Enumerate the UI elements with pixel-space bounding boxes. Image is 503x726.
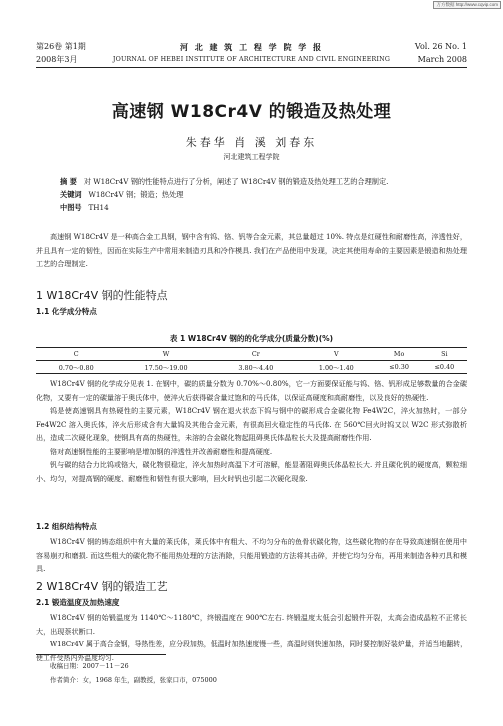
body-section-1-2 xyxy=(36,535,467,576)
footnote-received: 收稿日期：2007－11－26 xyxy=(50,662,129,670)
section-1-1-heading: 1.1 化学成分特点 xyxy=(36,307,97,316)
keywords xyxy=(60,188,443,201)
paragraph-vanadium: 钒与碳的结合力比钨或铬大，碳化物很稳定，淬火加热时高温下才可溶解，能显著阻碍奥氏体晶粒长大. 并且碳化钒的硬度高，颗粒细小、均匀，对提高钢的硬度、耐磨性和韧性有很大影响，回火时钒也引起二次硬化现象. xyxy=(36,460,467,483)
paragraph-heating: W18Cr4V 属于高合金钢，导热性差，应分段加热，低温时加热速度慢一些，高温时则快速加热，同时要控制好装炉量，并适当地翻转，使工件受热内外温度均匀. xyxy=(36,640,467,662)
classification-text: TH14 xyxy=(88,203,109,212)
abstract-text: 对 W18Cr4V 钢的性能特点进行了分析，阐述了 W18Cr4V 钢的锻造及热处理工艺的合理制定. xyxy=(83,177,389,186)
table-cell: ≤0.40 xyxy=(422,361,467,374)
table-header-cell: C xyxy=(36,348,116,361)
table-header-cell: Si xyxy=(422,348,467,361)
paper-title: 高速钢 W18Cr4V 的锻造及热处理 xyxy=(111,102,392,122)
section-2-heading: 2 W18Cr4V 钢的锻造工艺 xyxy=(36,580,168,593)
paragraph-carbon: W18Cr4V 钢的化学成分见表 1. 在钢中，碳的质量分数为 0.70%～0.80%，它一方面要保证能与钨、铬、钒形成足够数量的合金碳化物，又要有一定的碳量溶于奥氏体中，使淬火后获得碳含量过饱和的马氏体，以保证高硬度和高耐磨性，以及良好的热硬性. xyxy=(36,379,467,402)
date-cn: 2008年3月 xyxy=(36,55,78,64)
footnote-rule xyxy=(36,654,166,655)
paragraph-forging-temp: W18Cr4V 钢的始锻温度为 1140℃～1180℃，终锻温度在 900℃左右. 终锻温度太低会引起锻件开裂，太高会造成晶粒不正常长大，出现萘状断口. xyxy=(36,613,467,636)
keywords-text: W18Cr4V 钢；锻造；热处理 xyxy=(88,190,184,199)
section-1-heading: 1 W18Cr4V 钢的性能特点 xyxy=(36,289,168,302)
table-cell: 17.50～19.00 xyxy=(116,361,215,374)
abstract-label: 摘 要 xyxy=(60,177,77,186)
table-row xyxy=(36,361,467,374)
section-1-2-heading: 1.2 组织结构特点 xyxy=(36,522,97,531)
date-en: March 2008 xyxy=(417,55,467,64)
paragraph-structure: W18Cr4V 钢的铸态组织中有大量的莱氏体，莱氏体中有粗大、不均匀分布的鱼骨状碳化物，这些碳化物的存在导致高速钢在使用中容易崩刃和磨损. 而这些粗大的碳化物不能用热处理的方法消除，只能用锻造的方法将其击碎，并使它均匀分布，再用来制造各种刃具和模具. xyxy=(36,537,467,573)
table-header-cell: W xyxy=(116,348,215,361)
paragraph-tungsten: 钨是使高速钢具有热硬性的主要元素，W18Cr4V 钢在退火状态下钨与钢中的碳形成合金碳化物 Fe4W2C，淬火加热时，一部分 Fe4W2C 溶入奥氏体，淬火后形成含有大量钨及其他合金元素，有很高回火稳定性的马氏体. 在 560℃回火时钨又以 W2C 形式弥散析出，造成二次硬化现象，使钢具有高的热硬性，未溶的合金碳化物起阻碍奥氏体晶粒长大及提高耐磨性作用. xyxy=(36,406,467,442)
header-rule xyxy=(36,67,467,68)
table-header-cell: Mo xyxy=(377,348,422,361)
authors: 朱春华 肖 溪 刘春东 xyxy=(185,136,318,149)
intro-paragraph: 高速钢 W18Cr4V 是一种高合金工具钢，钢中含有钨、铬、钒等合金元素，其总量超过 10%. 特点是红硬性和耐磨性高，淬透性好，并且具有一定的韧性，因而在实际生产中常用来制造刃具和冷作模具. 我们在产品使用中发现，决定其使用寿命的主要因素是锻造和热处理工艺的合理制定. xyxy=(36,232,467,268)
footnote-author: 作者简介：女，1968 年生，副教授，张家口市，075000 xyxy=(50,676,217,684)
table-caption: 表 1 W18Cr4V 钢的的化学成分(质量分数)(%) xyxy=(169,334,334,343)
abstract-block xyxy=(60,175,443,214)
body-section-1 xyxy=(36,377,467,485)
body-section-2-1 xyxy=(36,611,467,665)
table-cell: ≤0.30 xyxy=(377,361,422,374)
table-header-row xyxy=(36,348,467,361)
paragraph-chromium: 铬对高速钢性能的主要影响是增加钢的淬透性并改善耐磨性和提高硬度. xyxy=(50,446,273,456)
keywords-label: 关键词 xyxy=(60,190,82,199)
section-2-1-heading: 2.1 锻造温度及加热速度 xyxy=(36,598,120,607)
table-header-cell: Cr xyxy=(216,348,296,361)
composition-table xyxy=(36,347,467,374)
abstract xyxy=(60,175,443,188)
watermark-stamp: 万方数据 http://www.cqvip.com xyxy=(433,1,501,9)
table-cell: 3.80～4.40 xyxy=(216,361,296,374)
classification xyxy=(60,201,443,214)
table-cell: 0.70～0.80 xyxy=(36,361,116,374)
affiliation: 河北建筑工程学院 xyxy=(223,153,280,161)
intro-paragraph-wrap xyxy=(36,230,467,271)
journal-title-cn: 河 北 建 筑 工 程 学 院 学 报 xyxy=(179,42,324,52)
table-cell: 1.00～1.40 xyxy=(296,361,376,374)
journal-title-en: JOURNAL OF HEBEI INSTITUTE OF ARCHITECTURE AND CIVIL ENGINEERING xyxy=(112,56,391,63)
volume-en: Vol. 26 No. 1 xyxy=(414,42,467,51)
table-header-cell: V xyxy=(296,348,376,361)
classification-label: 中图号 xyxy=(60,203,82,212)
volume-cn: 第26卷 第1期 xyxy=(36,42,86,51)
